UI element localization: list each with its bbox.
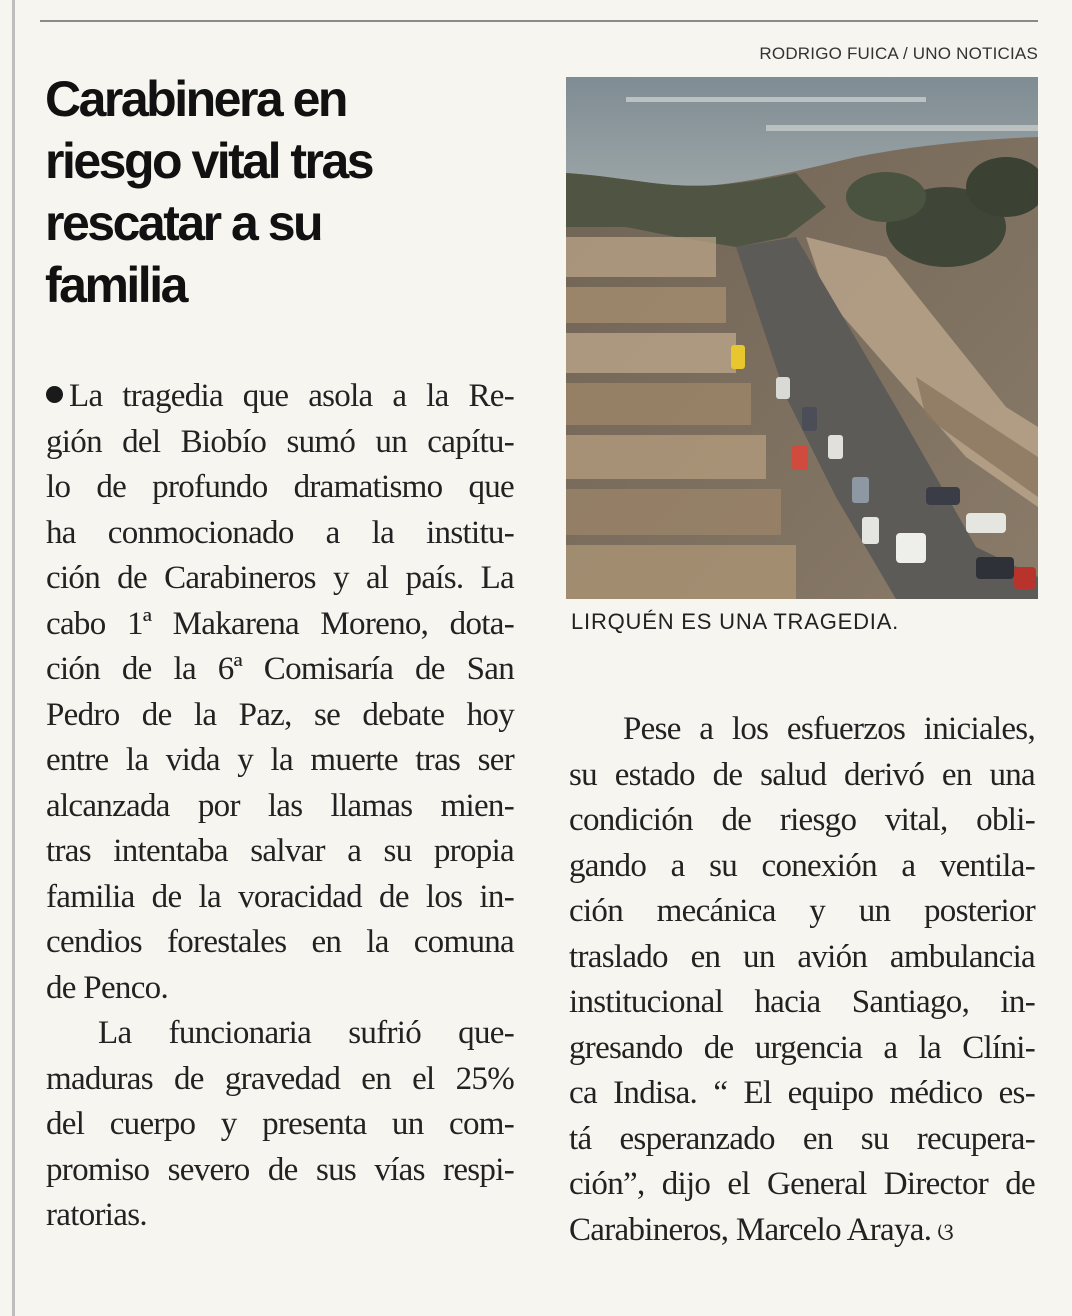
aerial-photo-burned-neighborhood [566, 77, 1038, 599]
headline-line: familia [45, 257, 186, 313]
body-line: gión del Biobío sumó un capítu- [46, 423, 514, 460]
body-line: gresando de urgencia a la Clíni- [569, 1029, 1035, 1066]
body-line: tá esperanzado en su recupera- [569, 1120, 1035, 1157]
body-line: ción de la 6ª Comisaría de San [46, 651, 514, 687]
body-line: de Penco. [46, 969, 168, 1006]
body-line: traslado en un avión ambulancia [569, 938, 1035, 975]
body-line: cabo 1ª Makarena Moreno, dota- [46, 605, 514, 642]
body-line: maduras de gravedad en el 25% [46, 1060, 514, 1097]
body-line: ratorias. [46, 1197, 147, 1233]
body-line: condición de riesgo vital, obli- [569, 802, 1035, 838]
photo-illustration [566, 77, 1038, 599]
body-line-text: La tragedia que asola a la Re- [69, 378, 514, 414]
body-line: lo de profundo dramatismo que [46, 469, 514, 505]
photo-credit: RODRIGO FUICA / UNO NOTICIAS [759, 44, 1038, 63]
body-line: alcanzada por las llamas mien- [46, 787, 514, 824]
article-body-left-column [46, 374, 514, 1239]
body-line: ca Indisa. “ El equipo médico es- [569, 1075, 1035, 1111]
body-line: ción”, dijo el General Director de [569, 1166, 1035, 1202]
top-rule [40, 20, 1038, 22]
body-line: familia de la voracidad de los in- [46, 878, 514, 915]
body-line [46, 374, 514, 420]
body-line: ción de Carabineros y al país. La [46, 560, 514, 596]
headline-line: Carabinera en [45, 71, 346, 127]
body-line: tras intentaba salvar a su propia [46, 833, 514, 869]
body-line: promiso severo de sus vías respi- [46, 1151, 514, 1188]
body-line: Pese a los esfuerzos iniciales, [623, 711, 1035, 747]
body-line: La funcionaria sufrió que- [98, 1015, 514, 1051]
body-line: ha conmocionado a la institu- [46, 514, 514, 551]
bullet-icon [46, 386, 63, 403]
body-line: entre la vida y la muerte tras ser [46, 742, 514, 778]
end-mark-icon: ଓ [937, 1217, 954, 1246]
body-line [569, 1208, 1035, 1256]
column-divider-left [12, 0, 15, 1316]
body-line: institucional hacia Santiago, in- [569, 984, 1035, 1020]
headline-line: rescatar a su [45, 195, 322, 251]
article-body-right-column [569, 707, 1035, 1255]
photo-caption: LIRQUÉN ES UNA TRAGEDIA. [571, 609, 900, 634]
body-line: su estado de salud derivó en una [569, 756, 1035, 793]
body-line: del cuerpo y presenta un com- [46, 1106, 514, 1142]
body-line-text: Carabineros, Marcelo Araya. [569, 1211, 932, 1248]
headline-line: riesgo vital tras [45, 133, 373, 189]
body-line: Pedro de la Paz, se debate hoy [46, 696, 514, 733]
body-line: cendios forestales en la comuna [46, 924, 514, 960]
headline [45, 68, 545, 316]
body-line: ción mecánica y un posterior [569, 893, 1035, 929]
body-line: gando a su conexión a ventila- [569, 847, 1035, 884]
